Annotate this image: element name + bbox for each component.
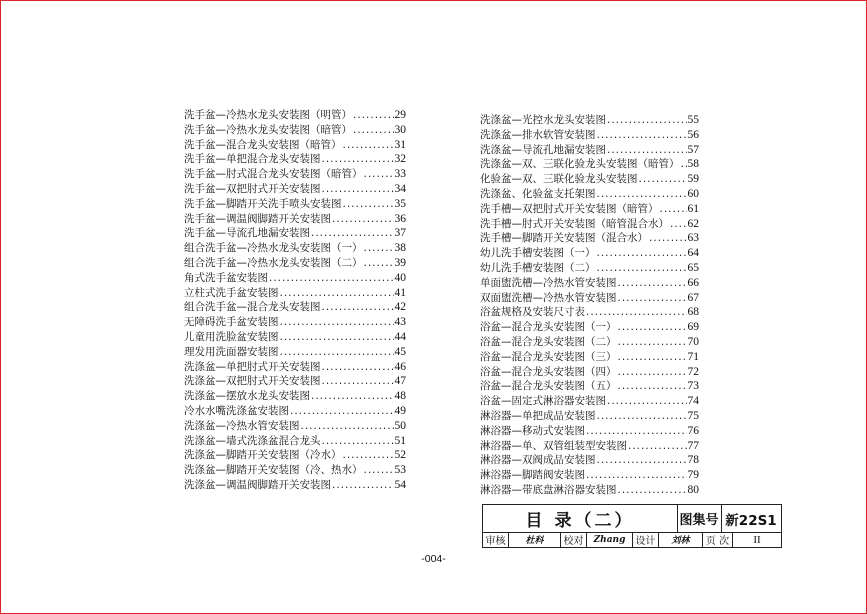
design-label: 设计 — [633, 532, 659, 547]
toc-entry-page: 55 — [687, 114, 699, 126]
toc-leader-dots — [311, 389, 394, 404]
toc-entry-title: 洗手槽—肘式开关安装图（暗管混合水） — [480, 217, 669, 230]
toc-entry — [184, 197, 406, 212]
toc-leader-dots — [597, 128, 687, 143]
toc-entry — [184, 167, 406, 182]
toc-entry — [184, 389, 406, 404]
toc-entry — [184, 271, 406, 286]
toc-entry-page: 66 — [687, 276, 699, 289]
toc-entry-page: 61 — [687, 202, 699, 215]
toc-leader-dots — [597, 246, 687, 261]
review-label: 审核 — [483, 532, 509, 547]
toc-entry — [480, 468, 699, 483]
check-signature: Zhang — [587, 532, 633, 547]
toc-leader-dots — [607, 113, 687, 128]
toc-entry-title: 洗手盆—冷热水龙头安装图（明管） — [184, 109, 352, 121]
toc-leader-dots — [332, 478, 394, 493]
toc-entry-page: 38 — [394, 242, 406, 255]
toc-leader-dots — [343, 138, 394, 153]
toc-entry-page: 69 — [687, 321, 699, 334]
toc-leader-dots — [597, 261, 687, 276]
toc-entry-page: 58 — [687, 158, 699, 171]
toc-leader-dots — [607, 394, 687, 409]
toc-entry-title: 洗涤盆—脚踏开关安装图（冷、热水） — [184, 464, 363, 477]
toc-entry-title: 浴盆—混合龙头安装图（四） — [480, 365, 617, 378]
toc-entry — [480, 409, 699, 424]
toc-leader-dots — [597, 453, 687, 468]
toc-leader-dots — [353, 108, 394, 123]
toc-entry — [480, 424, 699, 439]
toc-entry — [480, 202, 699, 217]
toc-entry — [184, 374, 406, 389]
toc-entry-page: 42 — [394, 301, 406, 314]
toc-entry-title: 洗手盆—双把肘式开关安装图 — [184, 182, 321, 195]
toc-entry-title: 双面盥洗槽—冷热水管安装图 — [480, 291, 617, 304]
toc-entry-page: 43 — [394, 316, 406, 329]
toc-entry — [184, 182, 406, 197]
page-number: -004- — [421, 553, 446, 565]
toc-entry-page: 68 — [687, 306, 699, 319]
toc-leader-dots — [269, 271, 394, 286]
toc-entry — [184, 345, 406, 360]
toc-entry — [480, 261, 699, 276]
toc-entry-page: 73 — [687, 380, 699, 393]
toc-entry-page: 79 — [687, 469, 699, 482]
toc-leader-dots — [343, 197, 394, 212]
document-title: 目 录（二） — [483, 505, 678, 532]
toc-entry — [184, 315, 406, 330]
toc-leader-dots — [311, 226, 394, 241]
toc-entry — [184, 300, 406, 315]
atlas-number-label: 图集号 — [677, 505, 722, 532]
toc-leader-dots — [597, 409, 687, 424]
toc-entry-title: 浴盆—混合龙头安装图（五） — [480, 380, 617, 393]
toc-leader-dots — [322, 182, 394, 197]
toc-entry-page: 37 — [394, 227, 406, 240]
toc-left-column — [184, 108, 406, 493]
toc-entry-page: 53 — [394, 464, 406, 477]
toc-entry — [480, 231, 699, 246]
toc-leader-dots — [343, 448, 394, 463]
toc-entry-page: 29 — [394, 109, 406, 121]
toc-entry-page: 77 — [687, 439, 699, 452]
toc-leader-dots — [364, 241, 394, 256]
toc-entry — [480, 320, 699, 335]
toc-entry-title: 淋浴器—单、双管组装型安装图 — [480, 439, 627, 452]
toc-entry-title: 冷水水嘴洗涤盆安装图 — [184, 404, 289, 417]
toc-leader-dots — [618, 320, 687, 335]
toc-entry — [480, 305, 699, 320]
toc-entry-title: 理发用洗面器安装图 — [184, 345, 279, 358]
toc-entry-title: 浴盆—固定式淋浴器安装图 — [480, 395, 606, 408]
toc-leader-dots — [280, 330, 394, 345]
toc-entry-title: 化验盆—双、三联化验龙头安装图 — [480, 173, 638, 186]
toc-entry — [184, 152, 406, 167]
toc-entry-page: 65 — [687, 261, 699, 274]
toc-entry-page: 44 — [394, 330, 406, 343]
toc-entry-title: 洗涤盆—调温阀脚踏开关安装图 — [184, 478, 331, 491]
toc-entry-page: 48 — [394, 390, 406, 403]
toc-entry-title: 洗涤盆—双、三联化验龙头安装图（暗管） — [480, 158, 680, 171]
toc-entry-title: 洗涤盆—双把肘式开关安装图 — [184, 375, 321, 388]
toc-entry — [480, 246, 699, 261]
toc-leader-dots — [649, 231, 687, 246]
toc-entry-title: 洗涤盆—光控水龙头安装图 — [480, 114, 606, 126]
toc-entry-title: 洗涤盆、化验盆支托架图 — [480, 187, 596, 200]
toc-entry — [184, 212, 406, 227]
toc-entry-title: 组合洗手盆—冷热水龙头安装图（二） — [184, 256, 363, 269]
toc-entry-title: 浴盆—混合龙头安装图（一） — [480, 321, 617, 334]
toc-entry-title: 洗涤盆—导流孔地漏安装图 — [480, 143, 606, 156]
toc-entry — [480, 143, 699, 158]
toc-leader-dots — [280, 286, 394, 301]
toc-entry-page: 41 — [394, 286, 406, 299]
toc-entry — [480, 276, 699, 291]
toc-entry-title: 组合洗手盆—混合龙头安装图 — [184, 301, 321, 314]
toc-leader-dots — [322, 434, 394, 449]
page-value: II — [753, 533, 761, 546]
toc-entry-title: 洗手盆—脚踏开关洗手喷头安装图 — [184, 197, 342, 210]
toc-entry-title: 洗涤盆—脚踏开关安装图（冷水） — [184, 449, 342, 462]
toc-right-column — [480, 113, 699, 498]
toc-entry-page: 75 — [687, 409, 699, 422]
toc-entry-title: 洗手槽—脚踏开关安装图（混合水） — [480, 232, 648, 245]
toc-leader-dots — [322, 300, 394, 315]
toc-entry-page: 62 — [687, 217, 699, 230]
toc-leader-dots — [618, 335, 687, 350]
toc-leader-dots — [322, 360, 394, 375]
toc-entry — [480, 439, 699, 454]
toc-leader-dots — [586, 468, 687, 483]
toc-entry-title: 洗手盆—冷热水龙头安装图（暗管） — [184, 123, 352, 136]
toc-entry-title: 浴盆—混合龙头安装图（二） — [480, 335, 617, 348]
toc-leader-dots — [280, 315, 394, 330]
toc-entry-title: 淋浴器—单把成品安装图 — [480, 409, 596, 422]
toc-entry — [480, 187, 699, 202]
toc-leader-dots — [364, 256, 394, 271]
atlas-code: 新22S1 — [725, 512, 777, 529]
toc-entry-page: 50 — [394, 419, 406, 432]
toc-entry — [184, 478, 406, 493]
toc-entry — [480, 291, 699, 306]
toc-leader-dots — [618, 379, 687, 394]
toc-entry-title: 洗涤盆—摆放水龙头安装图 — [184, 390, 310, 403]
toc-leader-dots — [628, 439, 687, 454]
toc-leader-dots — [618, 291, 687, 306]
toc-entry-page: 54 — [394, 478, 406, 491]
toc-entry — [480, 217, 699, 232]
toc-entry — [184, 434, 406, 449]
toc-entry — [480, 157, 699, 172]
toc-entry-title: 洗涤盆—排水软管安装图 — [480, 128, 596, 141]
toc-entry-title: 洗手盆—导流孔地漏安装图 — [184, 227, 310, 240]
toc-entry-page: 39 — [394, 256, 406, 269]
toc-leader-dots — [280, 345, 394, 360]
toc-entry-title: 洗手盆—肘式混合龙头安装图（暗管） — [184, 168, 363, 181]
toc-entry-page: 64 — [687, 247, 699, 260]
toc-entry — [480, 483, 699, 498]
toc-entry — [184, 286, 406, 301]
toc-entry-page: 32 — [394, 153, 406, 166]
toc-entry — [184, 419, 406, 434]
toc-entry — [480, 335, 699, 350]
toc-leader-dots — [618, 365, 687, 380]
toc-entry — [184, 241, 406, 256]
toc-entry-page: 74 — [687, 395, 699, 408]
toc-entry — [480, 128, 699, 143]
toc-entry-page: 31 — [394, 138, 406, 151]
toc-entry — [480, 365, 699, 380]
toc-entry — [184, 330, 406, 345]
toc-entry-title: 洗手槽—双把肘式开关安装图（暗管） — [480, 202, 659, 215]
toc-entry-title: 幼儿洗手槽安装图（二） — [480, 261, 596, 274]
toc-entry-title: 洗涤盆—冷热水管安装图 — [184, 419, 300, 432]
toc-entry-title: 浴盆规格及安装尺寸表 — [480, 306, 585, 319]
toc-entry — [184, 256, 406, 271]
toc-entry — [480, 379, 699, 394]
toc-entry-page: 33 — [394, 168, 406, 181]
toc-leader-dots — [301, 419, 394, 434]
toc-entry-title: 无障碍洗手盆安装图 — [184, 316, 279, 329]
toc-entry-page: 71 — [687, 350, 699, 363]
toc-entry-title: 洗手盆—调温阀脚踏开关安装图 — [184, 212, 331, 225]
toc-entry-page: 63 — [687, 232, 699, 245]
toc-entry — [480, 113, 699, 128]
toc-entry-title: 洗涤盆—墙式洗涤盆混合龙头 — [184, 434, 321, 447]
toc-entry-page: 47 — [394, 375, 406, 388]
toc-leader-dots — [681, 157, 687, 172]
toc-leader-dots — [660, 202, 687, 217]
toc-entry-page: 30 — [394, 123, 406, 136]
toc-entry-title: 单面盥洗槽—冷热水管安装图 — [480, 276, 617, 289]
toc-leader-dots — [364, 463, 394, 478]
toc-entry-page: 72 — [687, 365, 699, 378]
toc-entry-page: 45 — [394, 345, 406, 358]
toc-leader-dots — [618, 276, 687, 291]
toc-entry — [480, 172, 699, 187]
toc-entry — [184, 226, 406, 241]
toc-leader-dots — [586, 305, 687, 320]
toc-entry — [184, 448, 406, 463]
toc-entry-page: 51 — [394, 434, 406, 447]
toc-entry — [480, 350, 699, 365]
title-block — [482, 504, 782, 548]
toc-entry-page: 49 — [394, 404, 406, 417]
toc-leader-dots — [618, 350, 687, 365]
toc-entry — [480, 394, 699, 409]
page-label: 页 次 — [703, 532, 733, 547]
toc-leader-dots — [618, 483, 687, 498]
toc-entry-page: 76 — [687, 424, 699, 437]
toc-entry-page: 57 — [687, 143, 699, 156]
design-signature: 刘林 — [659, 532, 703, 547]
toc-entry — [184, 138, 406, 153]
toc-entry-title: 角式洗手盆安装图 — [184, 271, 268, 284]
check-label: 校对 — [561, 532, 587, 547]
toc-entry — [184, 360, 406, 375]
toc-entry-page: 36 — [394, 212, 406, 225]
toc-entry-page: 78 — [687, 454, 699, 467]
toc-entry-title: 洗手盆—混合龙头安装图（暗管） — [184, 138, 342, 151]
toc-leader-dots — [322, 374, 394, 389]
toc-entry-page: 56 — [687, 128, 699, 141]
toc-entry-page: 34 — [394, 182, 406, 195]
toc-leader-dots — [597, 187, 687, 202]
toc-entry-page: 60 — [687, 187, 699, 200]
toc-entry-title: 浴盆—混合龙头安装图（三） — [480, 350, 617, 363]
toc-entry-title: 洗涤盆—单把肘式开关安装图 — [184, 360, 321, 373]
toc-leader-dots — [290, 404, 394, 419]
toc-entry-title: 立柱式洗手盆安装图 — [184, 286, 279, 299]
review-signature: 杜科 — [509, 532, 561, 547]
toc-entry-page: 35 — [394, 197, 406, 210]
toc-entry-title: 淋浴器—双阀成品安装图 — [480, 454, 596, 467]
toc-entry — [184, 463, 406, 478]
toc-leader-dots — [364, 167, 394, 182]
toc-entry-page: 46 — [394, 360, 406, 373]
toc-entry-title: 洗手盆—单把混合龙头安装图 — [184, 153, 321, 166]
toc-entry-page: 67 — [687, 291, 699, 304]
toc-entry — [480, 453, 699, 468]
toc-leader-dots — [353, 123, 394, 138]
toc-entry — [184, 404, 406, 419]
toc-leader-dots — [322, 152, 394, 167]
toc-entry-page: 40 — [394, 271, 406, 284]
toc-leader-dots — [639, 172, 687, 187]
toc-entry-page: 52 — [394, 449, 406, 462]
toc-leader-dots — [607, 143, 687, 158]
toc-leader-dots — [670, 217, 687, 232]
toc-entry-page: 80 — [687, 483, 699, 496]
toc-entry-title: 组合洗手盆—冷热水龙头安装图（一） — [184, 242, 363, 255]
toc-entry-title: 儿童用洗脸盆安装图 — [184, 330, 279, 343]
toc-entry-title: 淋浴器—带底盘淋浴器安装图 — [480, 483, 617, 496]
toc-entry — [184, 123, 406, 138]
toc-entry-title: 淋浴器—脚踏阀安装图 — [480, 469, 585, 482]
toc-entry — [184, 108, 406, 123]
toc-entry-page: 70 — [687, 335, 699, 348]
toc-entry-title: 淋浴器—移动式安装图 — [480, 424, 585, 437]
toc-leader-dots — [332, 212, 394, 227]
toc-entry-page: 59 — [687, 173, 699, 186]
toc-leader-dots — [586, 424, 687, 439]
toc-entry-title: 幼儿洗手槽安装图（一） — [480, 247, 596, 260]
